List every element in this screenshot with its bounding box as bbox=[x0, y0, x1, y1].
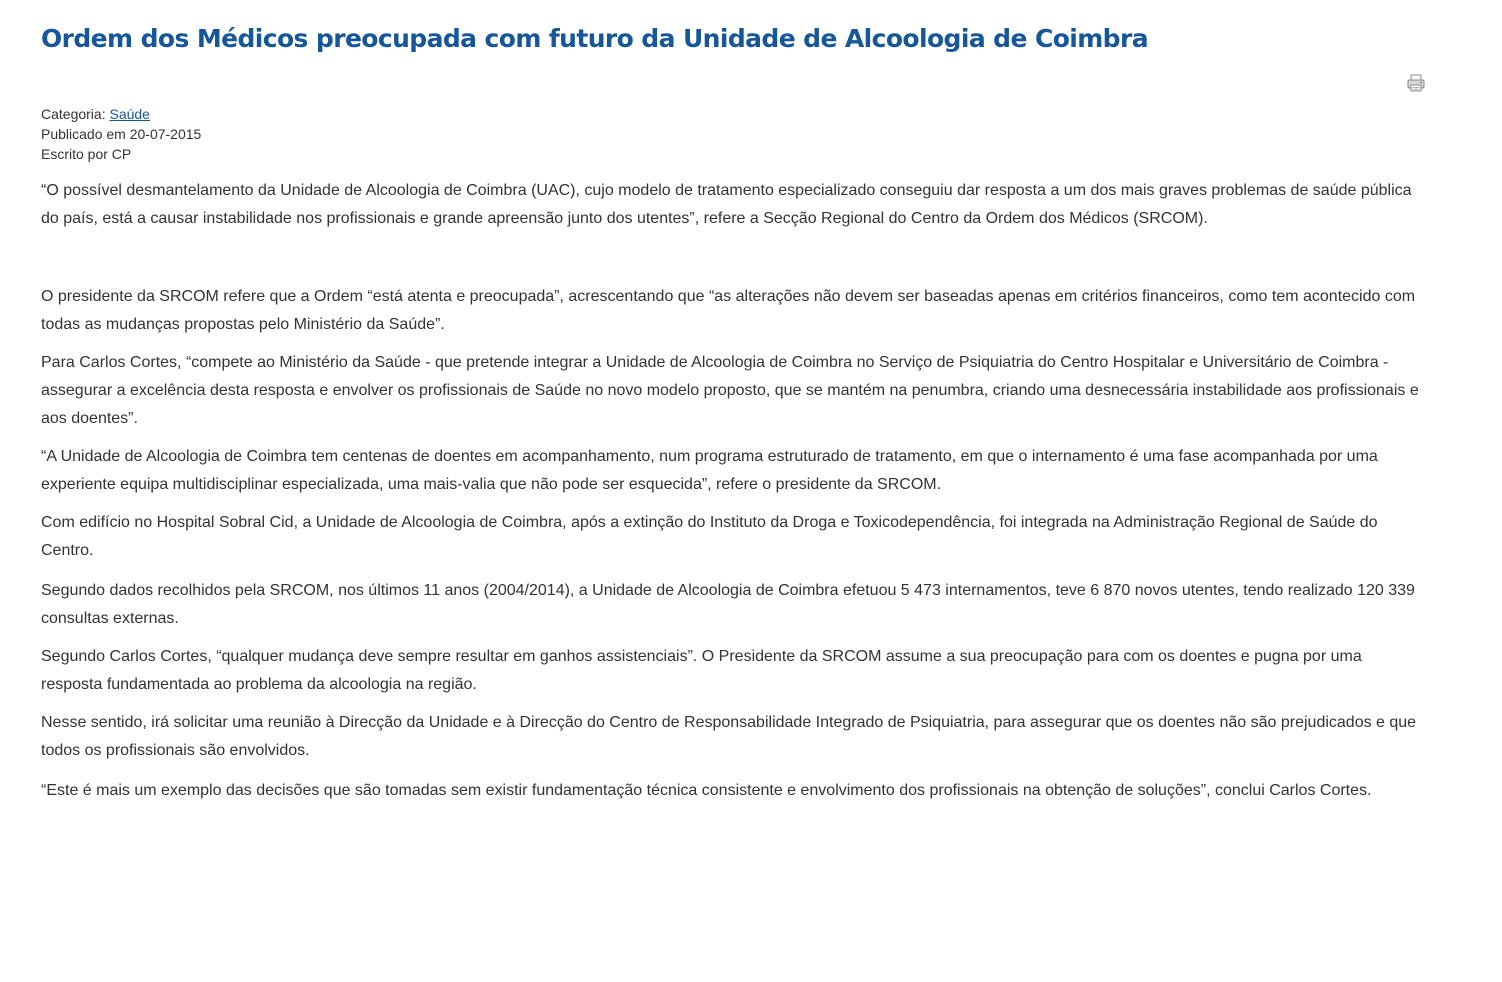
published-date: Publicado em 20-07-2015 bbox=[41, 126, 202, 142]
article-paragraph: “O possível desmantelamento da Unidade de Alcoologia de Coimbra (UAC), cujo modelo de tratamento especializado conseguiu dar resposta a um dos mais graves problemas de saúde pública do país, está a causar instabilidade nos profissionais e grande apreensão junto dos utentes”, refere a Secção Regional do Centro da Ordem dos Médicos (SRCOM). bbox=[41, 182, 1412, 227]
article-paragraph: Segundo Carlos Cortes, “qualquer mudança deve sempre resultar em ganhos assistenciais”. O Presidente da SRCOM assume a sua preocupação para com os doentes e pugna por uma resposta fundamentada ao problema da alcoologia na região. bbox=[41, 648, 1362, 693]
article-title: Ordem dos Médicos preocupada com futuro da Unidade de Alcoologia de Coimbra bbox=[41, 24, 1148, 53]
category-line bbox=[41, 104, 201, 124]
category-label: Categoria: bbox=[41, 106, 110, 122]
article-paragraph: Segundo dados recolhidos pela SRCOM, nos últimos 11 anos (2004/2014), a Unidade de Alcoologia de Coimbra efetuou 5 473 internamentos, teve 6 870 novos utentes, tendo realizado 120 339 consultas externas. bbox=[41, 582, 1415, 627]
article-meta bbox=[41, 104, 201, 164]
article-paragraph: Com edifício no Hospital Sobral Cid, a Unidade de Alcoologia de Coimbra, após a extinção do Instituto da Droga e Toxicodependência, foi integrada na Administração Regional de Saúde do Centro. bbox=[41, 514, 1378, 559]
article-paragraph: “Este é mais um exemplo das decisões que são tomadas sem existir fundamentação técnica consistente e envolvimento dos profissionais na obtenção de soluções”, conclui Carlos Cortes. bbox=[41, 782, 1372, 799]
printer-icon[interactable] bbox=[1406, 73, 1426, 93]
article-body bbox=[41, 177, 1421, 815]
article-paragraph: Para Carlos Cortes, “compete ao Ministério da Saúde - que pretende integrar a Unidade de Alcoologia de Coimbra no Serviço de Psiquiatria do Centro Hospitalar e Universitário de Coimbra - assegurar a excelência desta resposta e envolver os profissionais de Saúde no novo modelo proposto, que se mantém na penumbra, criando uma desnecessária instabilidade aos profissionais e aos doentes”. bbox=[41, 354, 1419, 427]
article-paragraph: “A Unidade de Alcoologia de Coimbra tem centenas de doentes em acompanhamento, num programa estruturado de tratamento, em que o internamento é uma fase acompanhada por uma experiente equipa multidisciplinar especializada, uma mais-valia que não pode ser esquecida”, refere o presidente da SRCOM. bbox=[41, 448, 1378, 493]
category-link[interactable]: Saúde bbox=[109, 106, 150, 122]
article-paragraph: Nesse sentido, irá solicitar uma reunião à Direcção da Unidade e à Direcção do Centro de Responsabilidade Integrado de Psiquiatria, para assegurar que os doentes não são prejudicados e que todos os profissionais são envolvidos. bbox=[41, 714, 1417, 759]
article-paragraph: O presidente da SRCOM refere que a Ordem “está atenta e preocupada”, acrescentando que “as alterações não devem ser baseadas apenas em critérios financeiros, como tem acontecido com todas as mudanças propostas pelo Ministério da Saúde”. bbox=[41, 288, 1416, 333]
author: Escrito por CP bbox=[41, 146, 132, 162]
